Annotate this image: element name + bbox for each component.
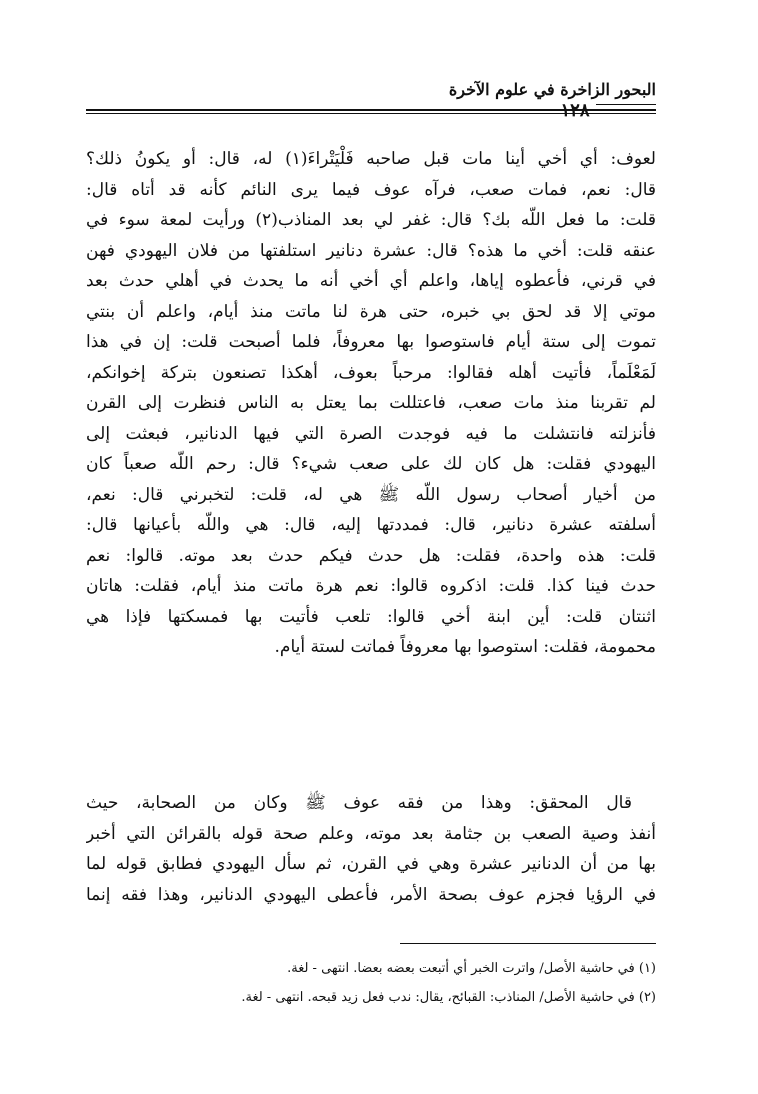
paragraph-2 — [86, 788, 656, 910]
text-line: في الرؤيا فجزم عوف بصحة الأمر، فأعطى اليهودي الدنانير، وهذا فقه إنما — [86, 884, 656, 905]
text-line: لم تقربنا منذ مات صعب، فاعتللت بما يعتل به الناس فنظرت إلى القرن — [86, 393, 656, 413]
text-line: لعوف: أي أخي أينا مات قبل صاحبه فَلْيَتْراءَ(١) له، قال: أو يكونُ ذلك؟ — [86, 149, 656, 169]
text-line: فأنزلته فانتشلت ما فيه فوجدت الصرة التي فيها الدنانير، فبعثت إلى — [86, 423, 656, 444]
text-line: عنقه قلت: أخي ما هذه؟ قال: عشرة دنانير استلفتها من فلان اليهودي فهن — [86, 240, 656, 261]
footnotes — [86, 954, 656, 1012]
footnote-separator — [400, 943, 656, 944]
text-line: قلت: هذه واحدة، فقلت: هل حدث فيكم حدث بعد موته. قالوا: نعم — [86, 545, 656, 566]
text-line: قال المحقق: وهذا من فقه عوف ﷺ وكان من الصحابة، حيث — [86, 793, 632, 813]
text-line: حدث فينا كذا. قلت: اذكروه قالوا: نعم هرة ماتت منذ أيام، فقلت: هاتان — [86, 576, 656, 596]
running-title: البحور الزاخرة في علوم الآخرة — [448, 80, 656, 99]
text-line: أسلفته عشرة دنانير، قال: فمددتها إليه، قال: هي واللّه بأعيانها قال: — [86, 515, 656, 535]
page-number-rule-top — [596, 104, 656, 105]
text-line: بها من أن الدنانير عشرة وهي في القرن، ثم سأل اليهودي فطابق قوله لما — [86, 854, 656, 874]
text-line: في قرني، فأعطوه إياها، واعلم أي أخي أنه ما يحدث في أهلي حدث بعد — [86, 271, 656, 291]
page-number-rule-bottom — [596, 109, 656, 110]
text-line: محمومة، فقلت: استوصوا بها معروفاً فماتت لستة أيام. — [274, 637, 656, 657]
footnote-1: (١) في حاشية الأصل/ واترت الخبر أي أتبعت بعضه بعضا. انتهى - لغة. — [287, 961, 656, 976]
text-line: لَمَعْلَماً، فأتيت أهله فقالوا: مرحباً بعوف، أهكذا تصنعون بتركة إخوانكم، — [86, 362, 656, 383]
text-line: قال: نعم، فمات صعب، فرآه عوف فيما يرى النائم كأنه قد أتاه قال: — [86, 179, 656, 200]
footnote-2: (٢) في حاشية الأصل/ المناذب: القبائح، يقال: ندب فعل زيد قبحه. انتهى - لغة. — [241, 990, 656, 1005]
text-line: أنفذ وصية الصعب بن جثامة بعد موته، وعلم صحة قوله بالقرائن التي أخبر — [86, 823, 656, 844]
text-line: من أخيار أصحاب رسول اللّه ﷺ هي له، قلت: لتخبرني قال: نعم، — [86, 484, 656, 505]
text-line: تموت إلى ستة أيام فاستوصوا بها معروفاً، فلما أصبحت قلت: إن في هذا — [86, 332, 656, 352]
page-number: ١٢٨ — [560, 100, 590, 121]
text-line: قلت: ما فعل اللّه بك؟ قال: غفر لي بعد المناذب(٢) ورأيت لمعة سوء في — [86, 210, 656, 230]
text-line: اثنتان قلت: أين ابنة أخي قالوا: تلعب فأتيت بها فمسكتها فإذا هي — [86, 606, 656, 627]
text-line: موتي إلا قد لحق بي خبره، حتى هرة لنا ماتت منذ أيام، واعلم أن بنتي — [86, 301, 656, 322]
text-line: اليهودي فقلت: هل كان لك على صعب شيء؟ قال: رحم اللّه صعباً كان — [86, 454, 656, 474]
paragraph-1 — [86, 144, 656, 663]
